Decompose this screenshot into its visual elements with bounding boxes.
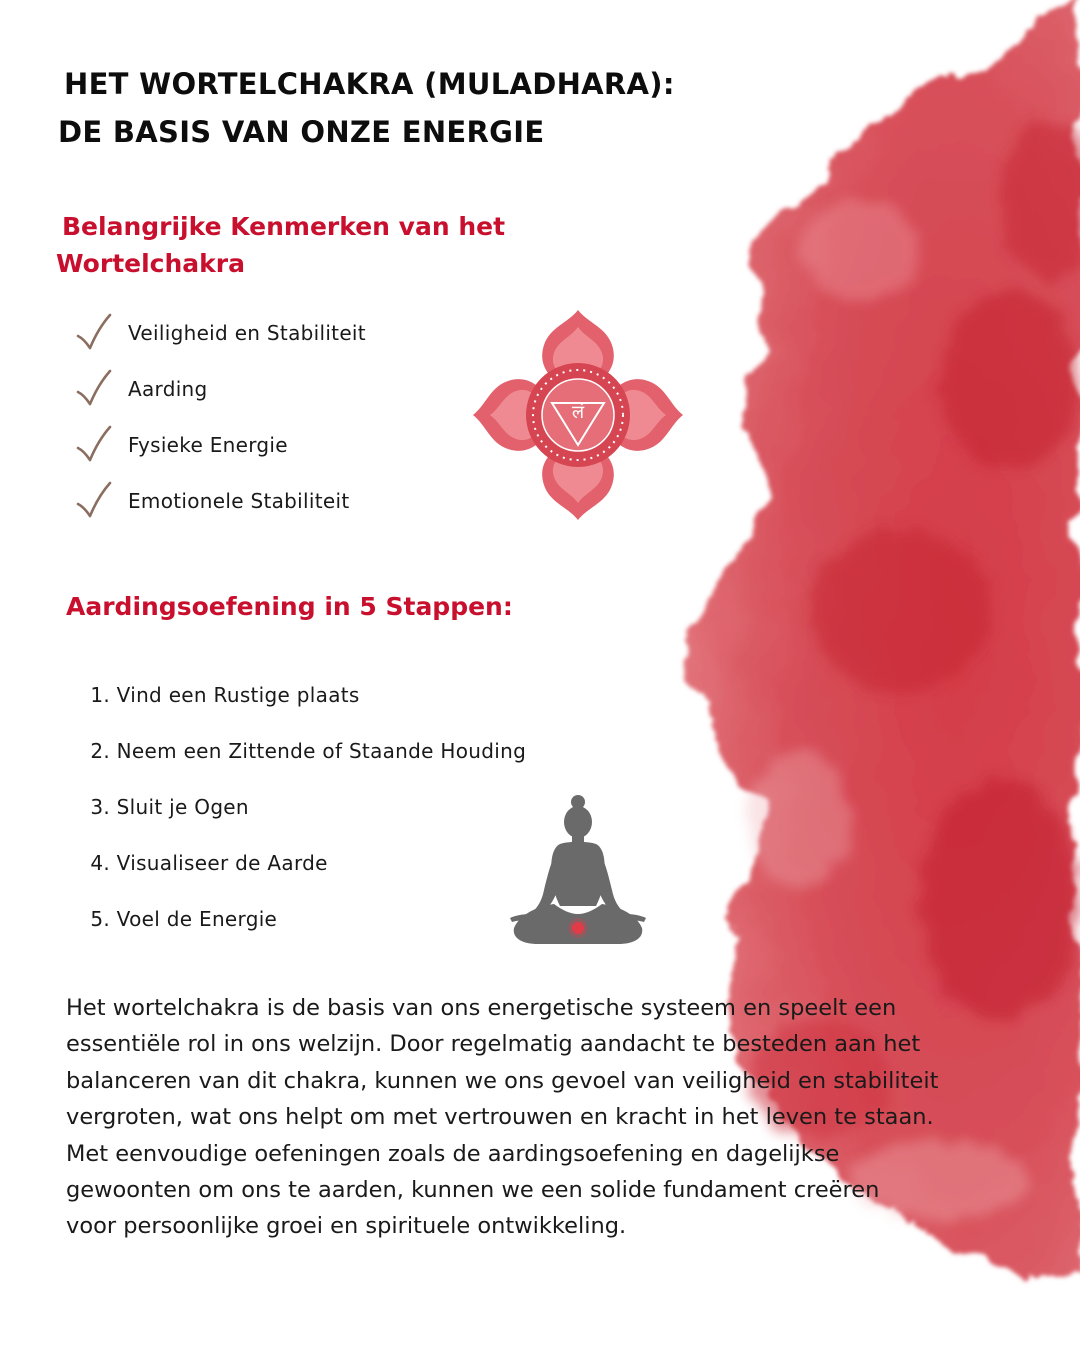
step-number: 5. (90, 907, 110, 931)
steps-heading: Aardingsoefening in 5 Stappen: (66, 592, 513, 621)
step-number: 1. (90, 683, 110, 707)
features-heading-line-1: Belangrijke Kenmerken van het (62, 212, 506, 241)
feature-label: Fysieke Energie (128, 433, 288, 457)
body-line: vergroten, wat ons helpt om met vertrouwen en kracht in het leven te staan. (66, 1104, 934, 1131)
feature-item (76, 312, 456, 368)
feature-label: Emotionele Stabiliteit (128, 489, 350, 513)
step-label: Vind een Rustige plaats (116, 683, 360, 707)
root-chakra-lotus-icon (470, 306, 686, 524)
body-line: Het wortelchakra is de basis van ons energetische systeem en speelt een (66, 995, 897, 1021)
meditation-figure-icon (508, 794, 648, 950)
feature-item (76, 424, 456, 480)
check-icon (76, 424, 112, 464)
feature-item (76, 368, 456, 424)
step-item (80, 731, 640, 787)
body-line: essentiële rol in ons welzijn. Door regelmatig aandacht te besteden aan het (66, 1031, 921, 1058)
step-item (80, 675, 640, 731)
features-list (76, 312, 456, 536)
step-number: 2. (90, 739, 110, 763)
body-paragraph (66, 990, 1026, 1245)
features-heading (56, 208, 576, 282)
step-label: Sluit je Ogen (116, 795, 249, 819)
feature-label: Veiligheid en Stabiliteit (128, 321, 366, 345)
title-line-2: DE BASIS VAN ONZE ENERGIE (58, 115, 545, 149)
chakra-glyph: लं (571, 402, 585, 423)
check-icon (76, 368, 112, 408)
body-line: balanceren van dit chakra, kunnen we ons gevoel van veiligheid en stabiliteit (66, 1067, 939, 1094)
step-number: 4. (90, 851, 110, 875)
step-label: Voel de Energie (116, 907, 278, 931)
check-icon (76, 480, 112, 520)
step-label: Neem een Zittende of Staande Houding (116, 739, 527, 763)
step-number: 3. (90, 795, 110, 819)
body-line: Met eenvoudige oefeningen zoals de aardingsoefening en dagelijkse (66, 1140, 840, 1167)
feature-item (76, 480, 456, 536)
page-title (58, 60, 818, 156)
check-icon (76, 312, 112, 352)
feature-label: Aarding (128, 377, 208, 401)
body-line: voor persoonlijke groei en spirituele ontwikkeling. (66, 1213, 627, 1240)
body-line: gewoonten om ons te aarden, kunnen we een solide fundament creëren (66, 1177, 880, 1204)
title-line-1: HET WORTELCHAKRA (MULADHARA): (64, 67, 675, 101)
step-label: Visualiseer de Aarde (116, 851, 328, 875)
features-heading-line-2: Wortelchakra (56, 249, 245, 278)
